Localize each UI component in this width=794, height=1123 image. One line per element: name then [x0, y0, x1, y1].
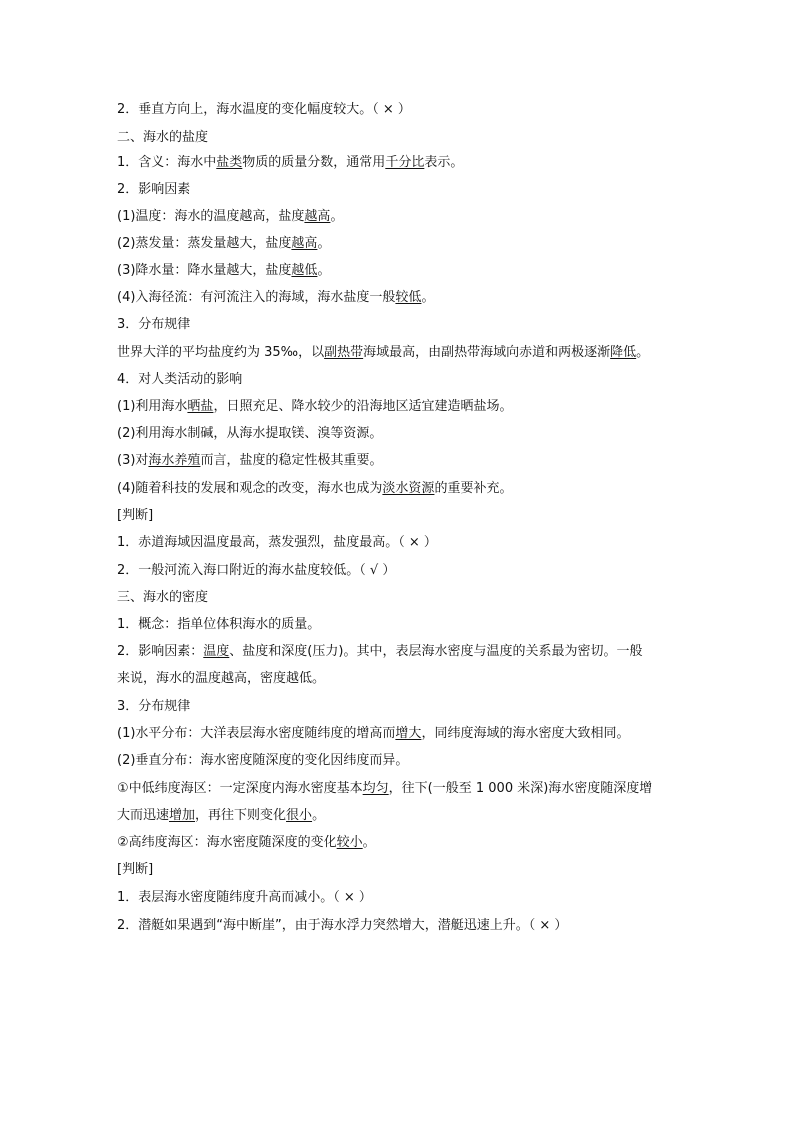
underlined-answer: 千分比 — [385, 155, 425, 170]
underlined-answer: 均匀 — [362, 781, 389, 796]
text-segment: 。 — [317, 236, 331, 251]
text-segment: 大而迅速 — [117, 808, 170, 823]
text-line — [117, 153, 694, 173]
text-segment: ，再往下则变化 — [195, 808, 287, 823]
text-line — [117, 561, 694, 581]
text-segment: (4)入海径流：有河流注入的海域，海水盐度一般 — [117, 290, 396, 305]
underlined-answer: 降低 — [610, 345, 637, 360]
text-line — [117, 207, 694, 227]
text-line — [117, 588, 694, 608]
underlined-answer: 越高 — [304, 209, 331, 224]
text-segment: [判断] — [117, 508, 154, 523]
text-segment: 二、海水的盐度 — [117, 130, 209, 145]
text-line — [117, 833, 694, 853]
text-segment: 物质的质量分数，通常用 — [242, 155, 386, 170]
text-segment: 1．含义：海水中 — [117, 155, 217, 170]
text-segment: 1．赤道海域因温度最高，蒸发强烈，盐度最高。（ × ） — [117, 535, 437, 550]
text-segment: 2．垂直方向上，海水温度的变化幅度较大。（ × ） — [117, 102, 411, 117]
text-line — [117, 180, 694, 200]
underlined-answer: 越低 — [291, 263, 318, 278]
underlined-answer: 盐类 — [216, 155, 243, 170]
underlined-answer: 较小 — [336, 835, 363, 850]
text-segment: 表示。 — [424, 155, 464, 170]
underlined-answer: 淡水资源 — [382, 481, 435, 496]
text-segment: 、盐度和深度(压力)。其中，表层海水密度与温度的关系最为密切。一般 — [229, 644, 643, 659]
text-segment: 2．影响因素： — [117, 644, 204, 659]
text-line — [117, 343, 694, 363]
text-segment: 1．概念：指单位体积海水的质量。 — [117, 617, 321, 632]
text-segment: ②高纬度海区：海水密度随深度的变化 — [117, 835, 337, 850]
text-segment: 2．潜艇如果遇到“海中断崖”，由于海水浮力突然增大，潜艇迅速上升。（ × ） — [117, 918, 568, 933]
underlined-answer: 晒盐 — [187, 399, 214, 414]
text-line — [117, 424, 694, 444]
text-segment: 。 — [421, 290, 435, 305]
text-line — [117, 533, 694, 553]
text-line — [117, 370, 694, 390]
text-line — [117, 806, 694, 826]
text-segment: (3)对 — [117, 453, 149, 468]
text-line — [117, 697, 694, 717]
underlined-answer: 海水养殖 — [148, 453, 201, 468]
text-segment: 。 — [312, 808, 326, 823]
text-line — [117, 615, 694, 635]
text-segment: 来说，海水的温度越高，密度越低。 — [117, 671, 326, 686]
text-segment: [判断] — [117, 862, 154, 877]
underlined-answer: 越高 — [291, 236, 318, 251]
text-segment: 。 — [362, 835, 376, 850]
text-segment: (2)利用海水制碱，从海水提取镁、溴等资源。 — [117, 426, 383, 441]
text-segment: 2．一般河流入海口附近的海水盐度较低。（ √ ） — [117, 563, 396, 578]
text-line — [117, 642, 694, 662]
text-line — [117, 860, 694, 880]
text-segment: (1)水平分布：大洋表层海水密度随纬度的增高而 — [117, 726, 396, 741]
text-line — [117, 288, 694, 308]
underlined-answer: 温度 — [203, 644, 230, 659]
text-line — [117, 916, 694, 936]
underlined-answer: 很小 — [286, 808, 313, 823]
text-line — [117, 669, 694, 689]
text-segment: ①中低纬度海区：一定深度内海水密度基本 — [117, 781, 363, 796]
text-segment: 。 — [317, 263, 331, 278]
text-line — [117, 506, 694, 526]
text-segment: ，同纬度海域的海水密度大致相同。 — [421, 726, 630, 741]
text-line — [117, 779, 694, 799]
text-line — [117, 315, 694, 335]
text-line — [117, 261, 694, 281]
text-segment: (1)利用海水 — [117, 399, 188, 414]
text-segment: (1)温度：海水的温度越高，盐度 — [117, 209, 305, 224]
text-segment: 。 — [330, 209, 344, 224]
text-segment: (2)垂直分布：海水密度随深度的变化因纬度而异。 — [117, 753, 409, 768]
text-segment: 海域最高，由副热带海域向赤道和两极逐渐 — [363, 345, 611, 360]
text-line — [117, 724, 694, 744]
text-segment: 3．分布规律 — [117, 317, 191, 332]
underlined-answer: 增大 — [395, 726, 422, 741]
underlined-answer: 增加 — [169, 808, 196, 823]
text-segment: (2)蒸发量：蒸发量越大，盐度 — [117, 236, 292, 251]
text-segment: 2．影响因素 — [117, 182, 191, 197]
text-line — [117, 888, 694, 908]
text-segment: 3．分布规律 — [117, 699, 191, 714]
text-line — [117, 397, 694, 417]
underlined-answer: 较低 — [395, 290, 422, 305]
text-line — [117, 234, 694, 254]
text-line — [117, 751, 694, 771]
text-segment: 4．对人类活动的影响 — [117, 372, 243, 387]
text-segment: 。 — [636, 345, 650, 360]
text-segment: 的重要补充。 — [434, 481, 513, 496]
text-line — [117, 100, 694, 120]
text-segment: (4)随着科技的发展和观念的改变，海水也成为 — [117, 481, 383, 496]
text-segment: ，日照充足、降水较少的沿海地区适宜建造晒盐场。 — [213, 399, 513, 414]
text-segment: 世界大洋的平均盐度约为 35‰，以 — [117, 345, 325, 360]
text-segment: ，往下(一般至 1 000 米深)海水密度随深度增 — [388, 781, 653, 796]
text-segment: 三、海水的密度 — [117, 590, 209, 605]
text-line — [117, 128, 694, 148]
text-segment: 1．表层海水密度随纬度升高而减小。（ × ） — [117, 890, 372, 905]
text-segment: 而言，盐度的稳定性极其重要。 — [200, 453, 383, 468]
text-line — [117, 451, 694, 471]
text-segment: (3)降水量：降水量越大，盐度 — [117, 263, 292, 278]
text-line — [117, 479, 694, 499]
underlined-answer: 副热带 — [324, 345, 364, 360]
